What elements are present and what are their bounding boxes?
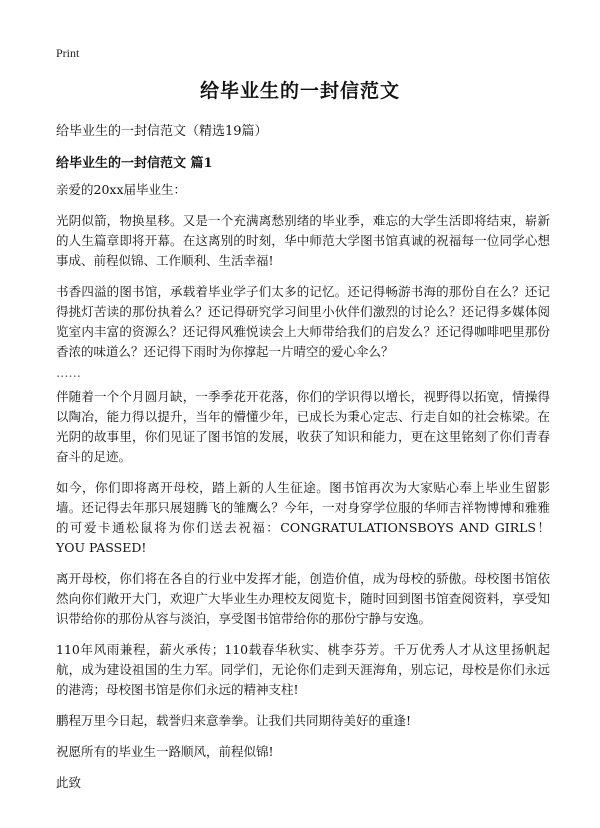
body-paragraph: 鹏程万里今日起，载誉归来意拳拳。让我们共同期待美好的重逢! (56, 713, 412, 728)
print-link[interactable]: Print (56, 46, 80, 60)
body-paragraph: 书香四溢的图书馆，承载着毕业学子们太多的记忆。还记得畅游书海的那份自在么？还记得挑灯苦读的那份执着么？还记得研究学习间里小伙伴们激烈的讨论么？还记得多媒体阅览室内丰富的资源么？还记得风雅悦读会上大师带给我们的启发么？还记得咖啡吧里那份香浓的味道么？还记得下雨时为你撑起一片晴空的爱心伞么？ (56, 284, 550, 359)
letter-body (56, 180, 550, 804)
document-subtitle: 给毕业生的一封信范文（精选19篇） (56, 124, 268, 139)
section-heading: 给毕业生的一封信范文 篇1 (56, 156, 213, 171)
body-paragraph: 祝愿所有的毕业生一路顺风，前程似锦! (56, 744, 274, 759)
body-paragraph: 如今，你们即将离开母校，踏上新的人生征途。图书馆再次为大家贴心奉上毕业生留影墙。还记得去年那只展翅腾飞的雏鹰么？今年，一对身穿学位服的华师吉祥物博博和雅雅的可爱卡通松鼠将为你们送去祝福：CONGRATULATIONSBOYS AND GIRLS！YOU PASSED! (56, 480, 550, 555)
page-title: 给毕业生的一封信范文 (199, 80, 400, 102)
ellipsis: …… (56, 365, 81, 380)
body-paragraph: 离开母校，你们将在各自的行业中发挥才能，创造价值，成为母校的骄傲。母校图书馆依然向你们敞开大门，欢迎广大毕业生办理校友阅览卡，随时回到图书馆查阅资料，享受知识带给你的那份从容与淡泊，享受图书馆带给你的那份宁静与安逸。 (56, 571, 550, 626)
body-paragraph: 110年风雨兼程，薪火承传；110载春华秋实、桃李芬芳。千万优秀人才从这里扬帆起航，成为建设祖国的生力军。同学们，无论你们走到天涯海角，别忘记，母校是你们永远的港湾；母校图书馆是你们永远的精神支柱! (56, 642, 550, 697)
body-paragraph: 光阴似箭，物换星移。又是一个充满离愁别绪的毕业季，难忘的大学生活即将结束，崭新的人生篇章即将开幕。在这离别的时刻，华中师范大学图书馆真诚的祝福每一位同学心想事成、前程似锦、工作顺利、生活幸福! (56, 213, 550, 268)
greeting: 亲爱的20xx届毕业生： (56, 182, 187, 197)
body-paragraph: 伴随着一个个月圆月缺，一季季花开花落，你们的学识得以增长，视野得以拓宽，情操得以陶冶，能力得以提升，当年的懵懂少年，已成长为秉心定志、行走自如的社会栋梁。在光阴的故事里，你们见证了图书馆的发展，收获了知识和能力，更在这里铭刻了你们青春奋斗的足迹。 (56, 389, 550, 464)
closing: 此致 (56, 775, 82, 790)
